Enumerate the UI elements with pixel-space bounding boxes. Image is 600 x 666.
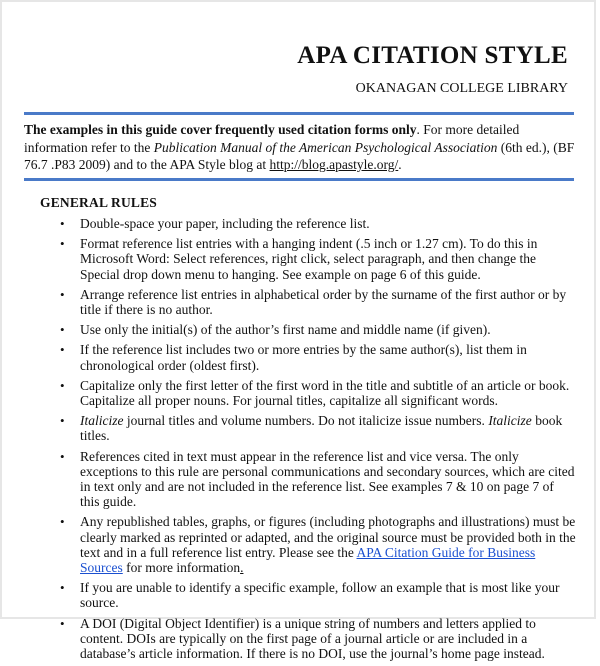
page-subtitle: OKANAGAN COLLEGE LIBRARY: [355, 81, 568, 96]
rule-text: Capitalize only the first letter of the first word in the title and subtitle of an article or book. Capitalize all proper nouns. For journal titles, capitalize all significant words.: [80, 377, 570, 409]
rule-text: Arrange reference list entries in alphabetical order by the surname of the first author or by title if there is no author.: [80, 286, 567, 318]
rule-text: If you are unable to identify a specific example, follow an example that is most like your source.: [80, 580, 560, 611]
bullet-icon: •: [60, 448, 65, 464]
list-item: [2, 449, 598, 510]
general-rules-list: [2, 216, 598, 666]
rule-text: Any republished tables, graphs, or figures (including photographs and illustrations) must be clearly marked as reprinted or adapted, and the original source must be provided both in the text and in a full reference list entry. Please see the: [80, 514, 576, 560]
intro-text-1: . For more detailed information refer to the: [24, 122, 520, 155]
intro-text-3: .: [398, 157, 402, 172]
list-item: [2, 322, 598, 337]
rule-text: book titles.: [80, 413, 563, 444]
italicize-word: Italicize: [80, 413, 124, 429]
intro-paragraph: [24, 121, 576, 174]
intro-text-2: (6th ed.), (BF 76.7 .P83 2009) and to the APA Style blog at: [24, 139, 575, 172]
page-title: APA CITATION STYLE: [297, 42, 568, 69]
rule-text: A DOI (Digital Object Identifier) is a unique string of numbers and letters applied to content. DOIs are typically on the first page of a journal article or are included in a database’s article information. If there is no DOI, use the journal’s home page instead.: [80, 615, 545, 662]
rule-text: Double-space your paper, including the reference list.: [80, 216, 370, 231]
apa-blog-link[interactable]: http://blog.apastyle.org/: [269, 157, 399, 172]
bullet-icon: •: [60, 514, 65, 530]
rule-text: for more information: [122, 560, 241, 576]
list-item: [2, 342, 598, 372]
rule-text: Use only the initial(s) of the author’s first name and middle name (if given).: [80, 322, 491, 338]
bullet-icon: •: [60, 216, 65, 231]
list-item: [2, 378, 598, 408]
intro-italic-title: Publication Manual of the American Psychological Association: [153, 139, 498, 155]
general-rules-heading: GENERAL RULES: [40, 195, 158, 210]
header-divider: [24, 112, 574, 115]
list-item: [2, 216, 598, 231]
rule-text: Format reference list entries with a hanging indent (.5 inch or 1.27 cm). To do this in Microsoft Word: Select references, right click, select paragraph, and then change the Special drop down menu to hanging. See example on page 6 of this guide.: [80, 236, 538, 282]
business-sources-guide-link[interactable]: APA Citation Guide for Business Sources: [80, 544, 536, 576]
bullet-icon: •: [60, 322, 65, 338]
bullet-icon: •: [60, 377, 65, 393]
list-item: [2, 514, 598, 575]
list-item: [2, 413, 598, 443]
bullet-icon: •: [60, 413, 65, 429]
rule-text: journal titles and volume numbers. Do not italicize issue numbers.: [123, 413, 489, 429]
bullet-icon: •: [60, 580, 65, 596]
intro-divider: [24, 178, 574, 181]
bullet-icon: •: [60, 236, 65, 252]
bullet-icon: •: [60, 342, 65, 358]
bullet-icon: •: [60, 615, 65, 631]
rule-text: If the reference list includes two or more entries by the same author(s), list them in chronological order (oldest first).: [80, 342, 527, 373]
intro-bold-text: The examples in this guide cover frequently used citation forms only: [24, 122, 417, 137]
rule-text-period: .: [240, 560, 244, 576]
list-item: [2, 580, 598, 610]
rule-text: References cited in text must appear in the reference list and vice versa. The only exceptions to this rule are personal communications and secondary sources, which are cited in text only and are not included in the reference list. See examples 7 & 10 on page 7 of this guide.: [80, 448, 575, 510]
bullet-icon: •: [60, 286, 65, 302]
italicize-word: Italicize: [488, 413, 532, 429]
list-item: [2, 236, 598, 282]
list-item: [2, 287, 598, 317]
